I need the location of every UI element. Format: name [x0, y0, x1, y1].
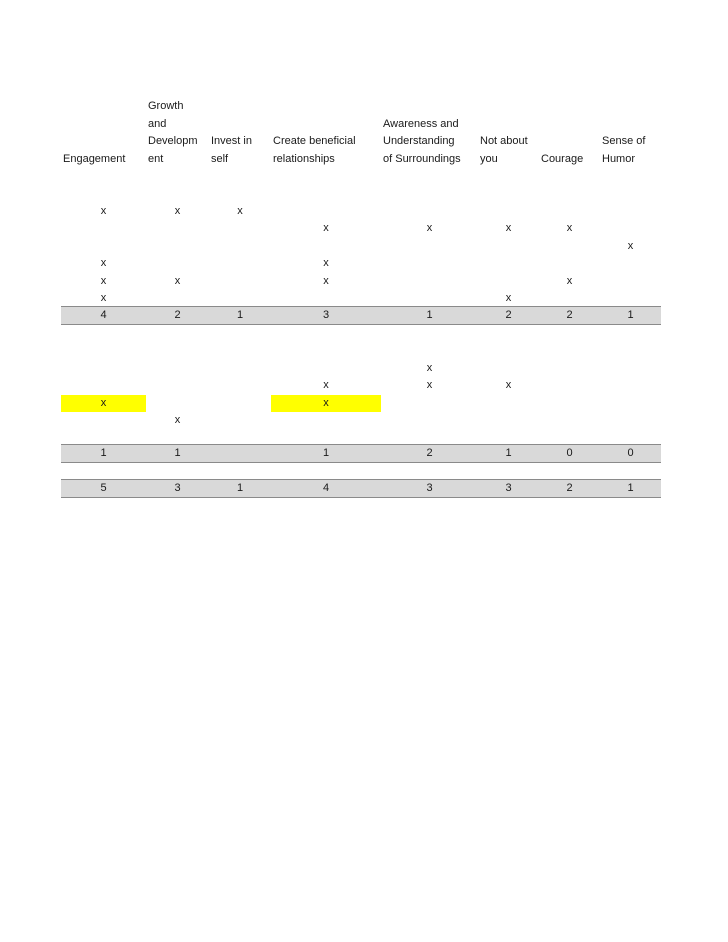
column-header-4-line-2: relationships — [273, 152, 335, 165]
column-header-8-line-1: Sense of — [602, 135, 646, 147]
cell[interactable] — [600, 255, 661, 272]
column-header-6-line-1: Not about — [480, 135, 528, 147]
cell[interactable] — [478, 203, 539, 220]
column-header-3-line-2: self — [211, 152, 229, 165]
cell[interactable]: x — [426, 362, 433, 374]
cell[interactable]: 3 — [322, 309, 330, 321]
cell[interactable] — [146, 220, 209, 237]
grand-total-row — [61, 479, 661, 498]
cell[interactable]: x — [323, 257, 329, 270]
cell[interactable] — [61, 377, 146, 394]
cell[interactable] — [381, 255, 478, 272]
cell[interactable] — [209, 377, 271, 394]
table-row — [61, 255, 661, 272]
cell[interactable] — [478, 273, 539, 290]
cell[interactable]: 1 — [627, 309, 634, 321]
cell[interactable] — [271, 412, 381, 429]
cell[interactable] — [209, 360, 271, 377]
cell[interactable]: x — [426, 222, 433, 235]
cell[interactable] — [478, 255, 539, 272]
cell[interactable]: 4 — [322, 482, 330, 494]
cell[interactable]: x — [323, 274, 329, 287]
cell[interactable]: 2 — [505, 309, 512, 321]
cell[interactable]: x — [323, 379, 329, 392]
cell[interactable] — [600, 203, 661, 220]
cell[interactable] — [209, 238, 271, 255]
cell[interactable]: 5 — [100, 482, 107, 494]
cell[interactable] — [600, 360, 661, 377]
cell[interactable] — [209, 445, 271, 462]
cell[interactable]: 2 — [174, 309, 181, 321]
cell[interactable]: x — [627, 239, 634, 252]
cell[interactable] — [600, 395, 661, 412]
cell[interactable] — [539, 377, 600, 394]
cell[interactable] — [146, 377, 209, 394]
cell[interactable] — [209, 220, 271, 237]
cell[interactable]: x — [566, 274, 573, 287]
cell[interactable]: x — [100, 292, 107, 304]
subtotal-row — [61, 444, 661, 463]
cell[interactable]: x — [271, 395, 381, 412]
table-row — [61, 360, 661, 377]
cell[interactable] — [539, 203, 600, 220]
cell[interactable] — [539, 360, 600, 377]
cell[interactable] — [271, 290, 381, 307]
cell[interactable]: 3 — [174, 482, 181, 494]
table-row — [61, 273, 661, 290]
column-header-2-line-4: ent — [148, 152, 164, 165]
table-row — [61, 220, 661, 237]
cell[interactable]: x — [174, 414, 181, 427]
cell[interactable]: x — [566, 222, 573, 235]
cell[interactable]: x — [100, 257, 107, 270]
cell[interactable] — [381, 203, 478, 220]
cell[interactable] — [146, 395, 209, 412]
cell[interactable]: 1 — [627, 482, 634, 494]
cell[interactable]: x — [505, 292, 512, 304]
column-header-5-line-1: Awareness and — [383, 117, 459, 130]
cell[interactable]: x — [426, 379, 433, 392]
cell[interactable] — [539, 290, 600, 307]
cell[interactable] — [381, 238, 478, 255]
column-header-4-line-1: Create beneficial — [273, 135, 356, 147]
cell[interactable]: 2 — [566, 482, 573, 494]
cell[interactable] — [539, 238, 600, 255]
table-row — [61, 290, 661, 307]
cell[interactable]: x — [61, 395, 146, 412]
column-header-1-line-1: Engagement — [63, 152, 126, 165]
cell[interactable] — [381, 273, 478, 290]
column-header-8-line-2: Humor — [602, 152, 636, 165]
cell[interactable] — [600, 290, 661, 307]
cell[interactable]: x — [237, 205, 243, 217]
cell[interactable]: 2 — [566, 309, 573, 321]
cell[interactable]: 0 — [566, 447, 573, 459]
column-header-5-line-3: of Surroundings — [383, 152, 461, 165]
cell[interactable] — [381, 412, 478, 429]
cell[interactable] — [600, 220, 661, 237]
cell[interactable]: x — [174, 274, 181, 287]
table-row — [61, 395, 661, 412]
cell[interactable] — [209, 290, 271, 307]
column-header-7-line-1: Courage — [541, 152, 584, 165]
column-header-2-line-1: Growth — [148, 100, 184, 112]
cell[interactable]: x — [174, 205, 181, 217]
cell[interactable]: 1 — [236, 482, 244, 494]
table-row — [61, 238, 661, 255]
cell[interactable] — [61, 220, 146, 237]
cell[interactable] — [146, 360, 209, 377]
cell[interactable]: 1 — [505, 447, 512, 459]
cell[interactable] — [600, 377, 661, 394]
column-header-5-line-2: Understanding — [383, 135, 455, 147]
cell[interactable] — [381, 290, 478, 307]
cell[interactable] — [539, 255, 600, 272]
cell[interactable]: x — [505, 222, 512, 235]
cell[interactable]: 2 — [426, 447, 433, 459]
cell[interactable] — [271, 238, 381, 255]
cell[interactable]: 1 — [236, 309, 244, 321]
cell[interactable] — [478, 238, 539, 255]
table-row — [61, 412, 661, 429]
cell[interactable]: 3 — [426, 482, 433, 494]
cell[interactable] — [539, 412, 600, 429]
column-header-6-line-2: you — [480, 152, 498, 165]
cell[interactable]: x — [505, 379, 512, 392]
cell[interactable]: x — [323, 222, 329, 235]
cell[interactable] — [478, 360, 539, 377]
cell[interactable] — [61, 412, 146, 429]
cell[interactable] — [271, 360, 381, 377]
cell[interactable] — [209, 255, 271, 272]
cell[interactable] — [271, 203, 381, 220]
cell[interactable] — [146, 255, 209, 272]
cell[interactable] — [61, 238, 146, 255]
cell[interactable]: 1 — [322, 447, 330, 459]
cell[interactable]: 0 — [627, 447, 634, 459]
cell[interactable] — [539, 395, 600, 412]
cell[interactable] — [61, 360, 146, 377]
cell[interactable] — [381, 395, 478, 412]
column-header-2-line-3: Developm — [148, 135, 198, 147]
cell[interactable] — [146, 290, 209, 307]
cell[interactable]: 3 — [505, 482, 512, 494]
column-header-3-line-1: Invest in — [211, 135, 252, 147]
table-row — [61, 203, 661, 220]
column-header-2-line-2: and — [148, 117, 167, 130]
cell[interactable]: x — [100, 205, 107, 217]
cell[interactable]: 1 — [426, 309, 433, 321]
cell[interactable] — [600, 412, 661, 429]
cell[interactable]: 4 — [100, 309, 107, 321]
table-row — [61, 377, 661, 394]
cell[interactable]: 1 — [174, 447, 181, 459]
cell[interactable]: x — [100, 274, 107, 287]
cell[interactable] — [209, 395, 271, 412]
cell[interactable] — [209, 273, 271, 290]
subtotal-row — [61, 306, 661, 325]
cell[interactable] — [600, 273, 661, 290]
cell[interactable] — [209, 412, 271, 429]
cell[interactable]: 1 — [100, 447, 107, 459]
cell[interactable] — [478, 395, 539, 412]
cell[interactable] — [146, 238, 209, 255]
cell[interactable] — [478, 412, 539, 429]
